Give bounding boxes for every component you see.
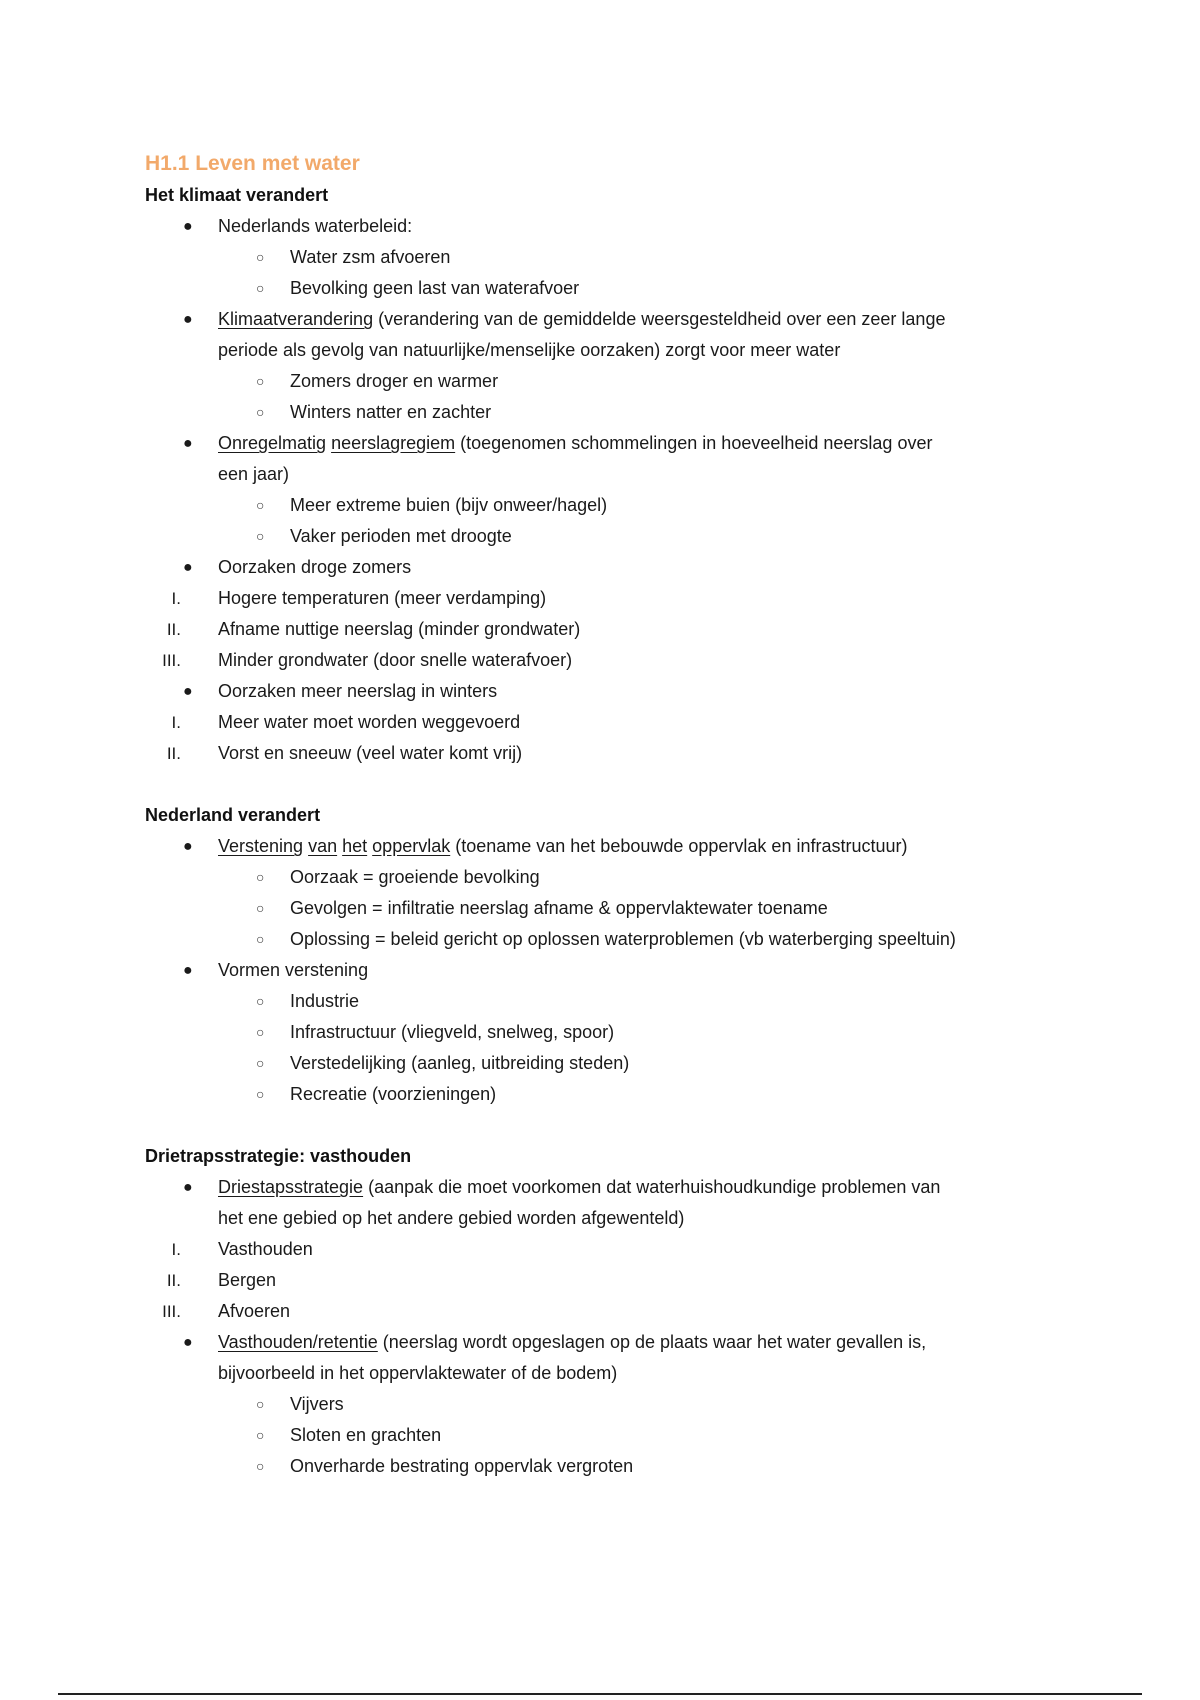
bullet-icon: ● xyxy=(183,1179,193,1196)
underlined-term: het xyxy=(342,836,368,856)
item-text: Oorzaak = groeiende bevolking xyxy=(290,867,540,887)
item-text: Meer extreme buien (bijv onweer/hagel) xyxy=(290,495,608,515)
item-text: Zomers droger en warmer xyxy=(290,371,499,391)
list-item xyxy=(145,211,1065,242)
underlined-term: Klimaatverandering xyxy=(218,309,374,329)
bullet-icon: ● xyxy=(183,838,193,855)
list-item xyxy=(145,459,1065,490)
item-text: Verstening van het oppervlak (toename van het bebouwde oppervlak en infrastructuur) xyxy=(218,836,908,856)
sub-list-item xyxy=(145,1420,1065,1451)
item-text: Hogere temperaturen (meer verdamping) xyxy=(218,588,547,608)
item-text: Klimaatverandering (verandering van de gemiddelde weersgesteldheid over een zeer lange xyxy=(218,309,946,329)
item-text: Infrastructuur (vliegveld, snelweg, spoor) xyxy=(290,1022,615,1042)
numbered-item xyxy=(145,1265,1065,1296)
sub-list-item xyxy=(145,273,1065,304)
list-item xyxy=(145,831,1065,862)
list-item xyxy=(145,1358,1065,1389)
bullet-icon: ● xyxy=(183,962,193,979)
circle-bullet-icon: ○ xyxy=(256,404,265,420)
circle-bullet-icon: ○ xyxy=(256,1086,265,1102)
underlined-term: Vasthouden/retentie xyxy=(218,1332,378,1352)
roman-numeral: I. xyxy=(171,589,181,608)
sub-list-item xyxy=(145,986,1065,1017)
circle-bullet-icon: ○ xyxy=(256,900,265,916)
list-item xyxy=(145,304,1065,335)
sub-list-item xyxy=(145,1451,1065,1482)
numbered-item xyxy=(145,1234,1065,1265)
item-text: Oorzaken droge zomers xyxy=(218,557,412,577)
roman-numeral: III. xyxy=(162,1302,181,1321)
underlined-term: Verstening xyxy=(218,836,304,856)
underlined-term: Driestapsstrategie xyxy=(218,1177,364,1197)
section-heading: Drietrapsstrategie: vasthouden xyxy=(145,1146,412,1166)
sub-list-item xyxy=(145,1048,1065,1079)
underlined-term: oppervlak xyxy=(372,836,451,856)
bullet-icon: ● xyxy=(183,218,193,235)
item-text: bijvoorbeeld in het oppervlaktewater of de bodem) xyxy=(218,1363,618,1383)
list-item xyxy=(145,1327,1065,1358)
sub-list-item xyxy=(145,1017,1065,1048)
numbered-item xyxy=(145,583,1065,614)
item-text: Bergen xyxy=(218,1270,277,1290)
bullet-icon: ● xyxy=(183,311,193,328)
item-text: Afvoeren xyxy=(218,1301,291,1321)
page-title: H1.1 Leven met water xyxy=(145,152,360,175)
item-text: een jaar) xyxy=(218,464,290,484)
item-text: Vasthouden xyxy=(218,1239,313,1259)
numbered-item xyxy=(145,614,1065,645)
list-item xyxy=(145,676,1065,707)
sub-list-item xyxy=(145,924,1065,955)
circle-bullet-icon: ○ xyxy=(256,1055,265,1071)
item-text: Minder grondwater (door snelle waterafvoer) xyxy=(218,650,573,670)
roman-numeral: II. xyxy=(166,1271,181,1290)
circle-bullet-icon: ○ xyxy=(256,249,265,265)
circle-bullet-icon: ○ xyxy=(256,1024,265,1040)
circle-bullet-icon: ○ xyxy=(256,280,265,296)
sub-list-item xyxy=(145,490,1065,521)
item-text: Bevolking geen last van waterafvoer xyxy=(290,278,580,298)
circle-bullet-icon: ○ xyxy=(256,931,265,947)
item-text: Oplossing = beleid gericht op oplossen waterproblemen (vb waterberging speeltuin) xyxy=(290,929,956,949)
item-text: Driestapsstrategie (aanpak die moet voorkomen dat waterhuishoudkundige problemen van xyxy=(218,1177,941,1197)
list-item xyxy=(145,1203,1065,1234)
item-text: Vasthouden/retentie (neerslag wordt opgeslagen op de plaats waar het water gevallen is, xyxy=(218,1332,927,1352)
underlined-term: Onregelmatig xyxy=(218,433,327,453)
item-text: Afname nuttige neerslag (minder grondwater) xyxy=(218,619,581,639)
circle-bullet-icon: ○ xyxy=(256,1396,265,1412)
sub-list-item xyxy=(145,1079,1065,1110)
section-gap xyxy=(145,769,1065,800)
item-text: Onverharde bestrating oppervlak vergroten xyxy=(290,1456,634,1476)
sub-list-item xyxy=(145,893,1065,924)
sub-list-item xyxy=(145,1389,1065,1420)
circle-bullet-icon: ○ xyxy=(256,993,265,1009)
circle-bullet-icon: ○ xyxy=(256,1427,265,1443)
sub-list-item xyxy=(145,397,1065,428)
sub-list-item xyxy=(145,242,1065,273)
circle-bullet-icon: ○ xyxy=(256,869,265,885)
item-text: Verstedelijking (aanleg, uitbreiding steden) xyxy=(290,1053,630,1073)
item-text: Vaker perioden met droogte xyxy=(290,526,512,546)
circle-bullet-icon: ○ xyxy=(256,497,265,513)
circle-bullet-icon: ○ xyxy=(256,1458,265,1474)
item-text: Gevolgen = infiltratie neerslag afname & oppervlaktewater toename xyxy=(290,898,828,918)
roman-numeral: II. xyxy=(166,744,181,763)
sub-list-item xyxy=(145,521,1065,552)
numbered-item xyxy=(145,738,1065,769)
item-text: Nederlands waterbeleid: xyxy=(218,216,413,236)
section-gap xyxy=(145,1110,1065,1141)
item-text: Water zsm afvoeren xyxy=(290,247,451,267)
numbered-item xyxy=(145,707,1065,738)
list-item xyxy=(145,335,1065,366)
section-heading: Nederland verandert xyxy=(145,805,321,825)
item-text: Oorzaken meer neerslag in winters xyxy=(218,681,498,701)
bullet-icon: ● xyxy=(183,559,193,576)
roman-numeral: I. xyxy=(171,713,181,732)
roman-numeral: I. xyxy=(171,1240,181,1259)
roman-numeral: III. xyxy=(162,651,181,670)
item-text: het ene gebied op het andere gebied worden afgewenteld) xyxy=(218,1208,685,1228)
item-text: Onregelmatig neerslagregiem (toegenomen schommelingen in hoeveelheid neerslag over xyxy=(218,433,933,453)
section-heading: Het klimaat verandert xyxy=(145,185,329,205)
list-item xyxy=(145,1172,1065,1203)
roman-numeral: II. xyxy=(166,620,181,639)
item-text: Vormen verstening xyxy=(218,960,369,980)
sub-list-item xyxy=(145,366,1065,397)
document-content xyxy=(145,148,1065,1482)
bullet-icon: ● xyxy=(183,435,193,452)
item-text: Recreatie (voorzieningen) xyxy=(290,1084,497,1104)
footer-rule xyxy=(58,1693,1142,1695)
numbered-item xyxy=(145,645,1065,676)
numbered-item xyxy=(145,1296,1065,1327)
bullet-icon: ● xyxy=(183,683,193,700)
item-text: Industrie xyxy=(290,991,360,1011)
item-text: Sloten en grachten xyxy=(290,1425,442,1445)
item-text: Vijvers xyxy=(290,1394,344,1414)
item-text: Winters natter en zachter xyxy=(290,402,492,422)
list-item xyxy=(145,428,1065,459)
circle-bullet-icon: ○ xyxy=(256,373,265,389)
sub-list-item xyxy=(145,862,1065,893)
bullet-icon: ● xyxy=(183,1334,193,1351)
list-item xyxy=(145,955,1065,986)
item-text: Meer water moet worden weggevoerd xyxy=(218,712,521,732)
circle-bullet-icon: ○ xyxy=(256,528,265,544)
underlined-term: neerslagregiem xyxy=(331,433,456,453)
item-text: Vorst en sneeuw (veel water komt vrij) xyxy=(218,743,523,763)
list-item xyxy=(145,552,1065,583)
underlined-term: van xyxy=(308,836,338,856)
item-text: periode als gevolg van natuurlijke/menselijke oorzaken) zorgt voor meer water xyxy=(218,340,841,360)
